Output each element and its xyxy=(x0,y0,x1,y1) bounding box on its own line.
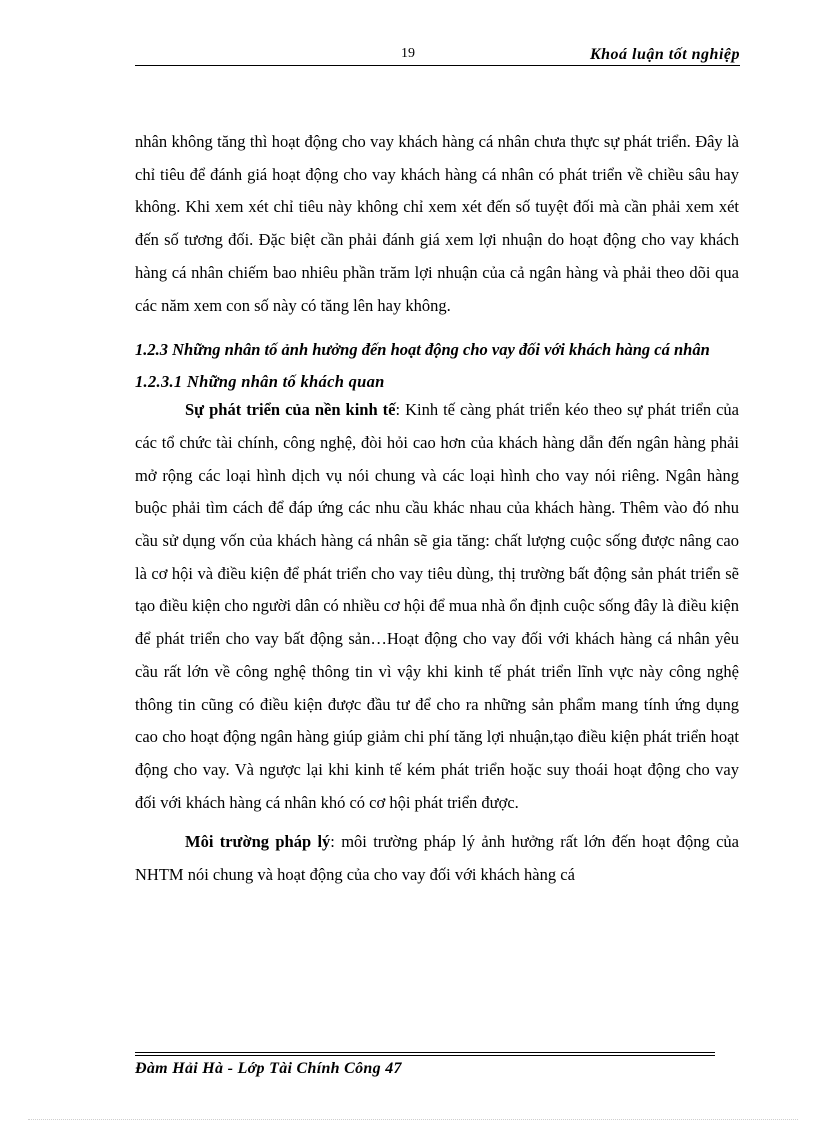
document-body xyxy=(135,126,739,892)
paragraph-economy-text: : Kinh tế càng phát triển kéo theo sự phát triển của các tổ chức tài chính, công nghệ, đòi hỏi cao hơn của khách hàng dẫn đến ngân hàng phải mở rộng các loại hình dịch vụ nói chung và các loại hình cho vay nói riêng. Ngân hàng buộc phải tìm cách để đáp ứng các nhu cầu khác nhau của khách hàng. Thêm vào đó nhu cầu sử dụng vốn của khách hàng cá nhân sẽ gia tăng: chất lượng cuộc sống được nâng cao là cơ hội và điều kiện để phát triển cho vay tiêu dùng, thị trường bất động sản phát triển sẽ tạo điều kiện cho người dân có nhiều cơ hội để mua nhà ổn định cuộc sống đây là điều kiện để phát triển cho vay bất động sản…Hoạt động cho vay đối với khách hàng cá nhân yêu cầu rất lớn về công nghệ thông tin vì vậy khi kinh tế phát triển lĩnh vực này công nghệ thông tin cũng có điều kiện được đầu tư để cho ra những sản phẩm mang tính ứng dụng cao cho hoạt động ngân hàng giúp giảm chi phí tăng lợi nhuận,tạo điều kiện phát triển hoạt động cho vay. Và ngược lại khi kinh tế kém phát triển hoặc suy thoái hoạt động cho vay đối với khách hàng cá nhân khó có cơ hội phát triển được. xyxy=(135,400,740,812)
footer-author: Đàm Hải Hà - Lớp Tài Chính Công 47 xyxy=(135,1060,402,1077)
term-legal: Môi trường pháp lý xyxy=(185,832,331,852)
page-edge xyxy=(28,1119,798,1120)
paragraph-economy xyxy=(135,394,739,819)
section-heading: 1.2.3 Những nhân tố ảnh hưởng đến hoạt động cho vay đối với khách hàng cá nhân xyxy=(135,340,710,360)
term-economy: Sự phát triển của nền kinh tế xyxy=(185,400,396,420)
footer-rule-double xyxy=(135,1055,715,1056)
paragraph-legal-text: : môi trường pháp lý ảnh hưởng rất lớn đến hoạt động của NHTM nói chung và hoạt động của cho vay đối với khách hàng cá xyxy=(135,832,739,885)
subsection-heading: 1.2.3.1 Những nhân tố khách quan xyxy=(135,372,385,392)
header-title: Khoá luận tốt nghiệp xyxy=(584,46,740,64)
footer-rule xyxy=(135,1052,715,1053)
page-footer xyxy=(135,1052,715,1078)
header-rule xyxy=(135,65,740,66)
paragraph-legal xyxy=(135,826,739,891)
paragraph-intro: nhân không tăng thì hoạt động cho vay khách hàng cá nhân chưa thực sự phát triển. Đây là chỉ tiêu để đánh giá hoạt động cho vay khách hàng cá nhân có phát triển về chiều sâu hay không. Khi xem xét chỉ tiêu này không chỉ xem xét đến số tuyệt đối mà cần phải xem xét đến số tương đối. Đặc biệt cần phải đánh giá xem lợi nhuận do hoạt động cho vay khách hàng cá nhân chiếm bao nhiêu phần trăm lợi nhuận của cả ngân hàng và phải theo dõi qua các năm xem con số này có tăng lên hay không. xyxy=(135,132,739,315)
page-number: 19 xyxy=(397,46,419,62)
page-header xyxy=(135,44,740,70)
